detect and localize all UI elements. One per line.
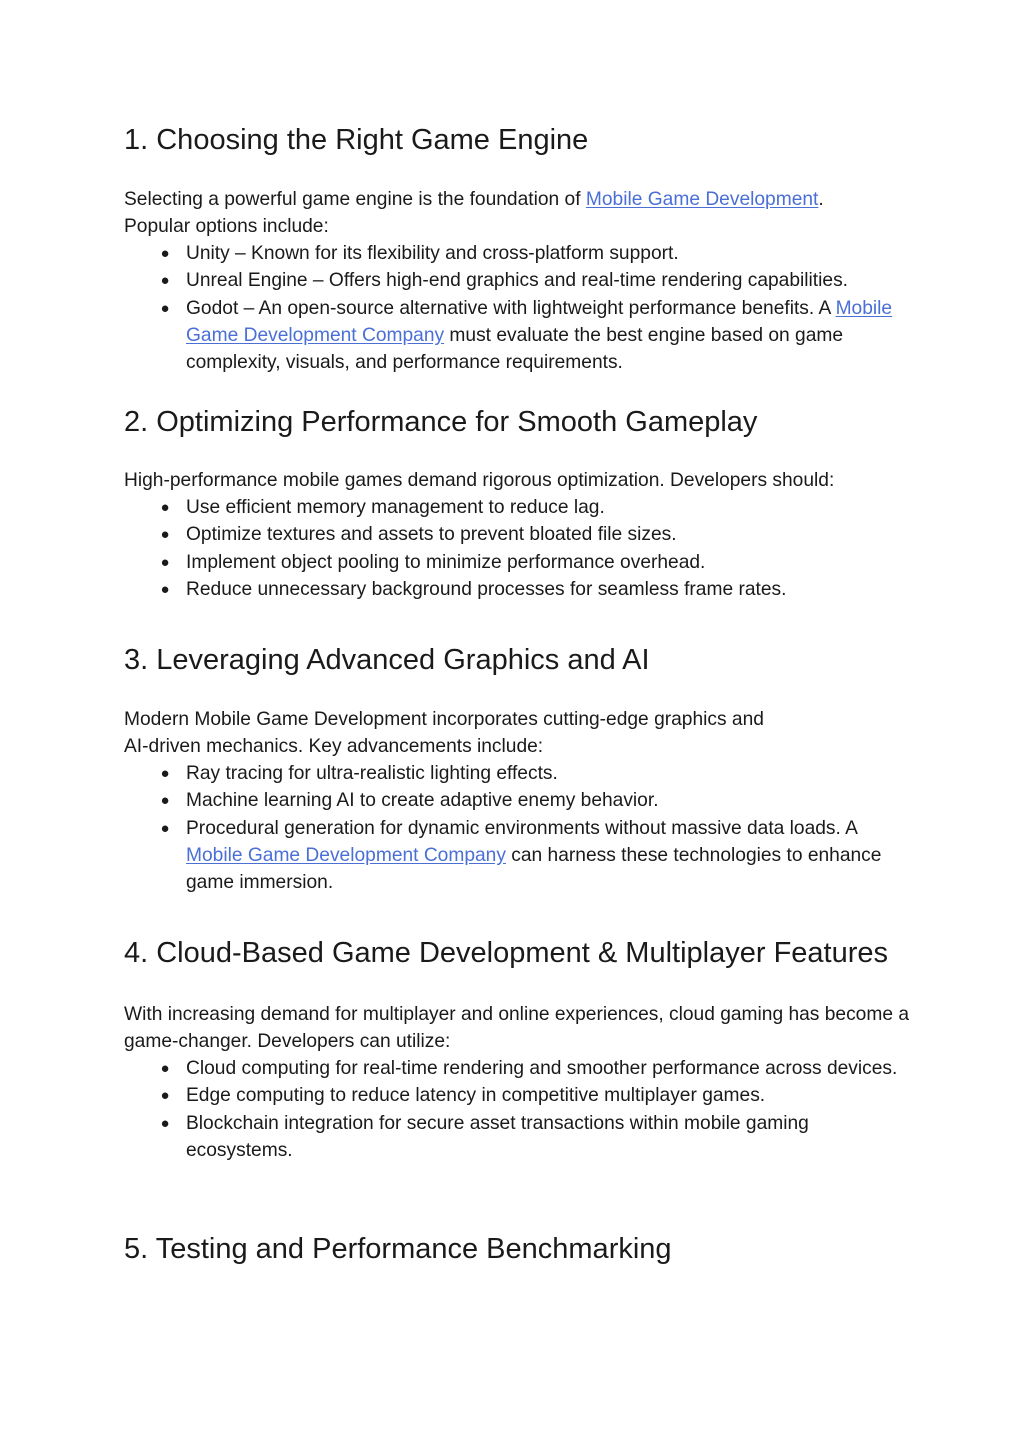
list-item-text: Unreal Engine – Offers high-end graphics and real-time rendering capabilities. — [186, 270, 848, 292]
list-item — [124, 267, 914, 294]
list-item-text-cont: must evaluate the best engine based on game complexity, visuals, and performance requirements. — [186, 324, 844, 374]
bullet-icon: ● — [160, 792, 170, 810]
list-item-text-cont: can harness these technologies to enhance game immersion. — [186, 844, 882, 894]
list-item — [124, 576, 914, 603]
bullet-icon: ● — [160, 819, 170, 837]
section-4-list — [124, 1055, 914, 1164]
list-item-text: Unity – Known for its flexibility and cross-platform support. — [186, 243, 679, 264]
mobile-game-development-company-link[interactable]: Mobile Game Development Company — [186, 844, 506, 866]
bullet-icon: ● — [160, 553, 170, 571]
bullet-icon: ● — [160, 1060, 170, 1077]
list-item-text: Blockchain integration for secure asset transactions within mobile gaming ecosystems. — [186, 1112, 809, 1161]
list-item-text: Edge computing to reduce latency in competitive multiplayer games. — [186, 1085, 766, 1107]
bullet-icon: ● — [160, 272, 170, 290]
list-item — [124, 815, 914, 897]
section-1-intro — [124, 186, 914, 241]
list-item-text: Procedural generation for dynamic environments without massive data loads. A — [186, 817, 857, 839]
list-item — [124, 787, 914, 814]
section-1-intro-line2: Popular options include: — [124, 216, 329, 238]
section-4-intro: With increasing demand for multiplayer and online experiences, cloud gaming has become a game-changer. Developers can utilize: — [124, 1004, 909, 1053]
list-item — [124, 1110, 914, 1165]
list-item — [124, 494, 914, 521]
section-3-intro-line1: Modern Mobile Game Development incorporates cutting-edge graphics and — [124, 709, 764, 730]
section-1-intro-text: Selecting a powerful game engine is the foundation of — [124, 189, 586, 210]
mobile-game-development-link[interactable]: Mobile Game Development — [585, 189, 819, 210]
section-2-list — [124, 494, 914, 603]
section-1-heading: 1. Choosing the Right Game Engine — [124, 124, 589, 156]
section-5-heading: 5. Testing and Performance Benchmarking — [124, 1233, 672, 1265]
section-3-heading: 3. Leveraging Advanced Graphics and AI — [124, 644, 650, 676]
list-item — [124, 521, 914, 548]
bullet-icon: ● — [160, 526, 170, 544]
list-item — [124, 549, 914, 576]
list-item — [124, 295, 914, 377]
list-item-text: Optimize textures and assets to prevent bloated file sizes. — [186, 524, 677, 546]
bullet-icon: ● — [160, 299, 170, 317]
list-item — [124, 240, 914, 267]
section-4-heading: 4. Cloud-Based Game Development & Multiplayer Features — [124, 937, 889, 969]
section-3-intro — [124, 706, 914, 761]
list-item-text: Machine learning AI to create adaptive enemy behavior. — [186, 790, 659, 812]
list-item-text: Ray tracing for ultra-realistic lighting effects. — [186, 763, 558, 784]
section-3-list — [124, 760, 914, 896]
bullet-icon: ● — [160, 245, 170, 262]
list-item-text: Use efficient memory management to reduce lag. — [186, 497, 605, 518]
mobile-game-development-company-link[interactable]: Mobile Game Development Company — [186, 297, 893, 346]
list-item-text: Reduce unnecessary background processes for seamless frame rates. — [186, 578, 787, 600]
bullet-icon: ● — [160, 580, 170, 598]
section-1-list — [124, 240, 914, 376]
list-item-text: Cloud computing for real-time rendering and smoother performance across devices. — [186, 1058, 898, 1079]
list-item — [124, 1055, 914, 1082]
list-item — [124, 1082, 914, 1109]
list-item — [124, 760, 914, 787]
bullet-icon: ● — [160, 765, 170, 782]
section-2-intro: High-performance mobile games demand rigorous optimization. Developers should: — [124, 470, 835, 491]
bullet-icon: ● — [160, 1087, 170, 1105]
list-item-text: Implement object pooling to minimize performance overhead. — [186, 551, 706, 573]
section-1-intro-period: . — [818, 189, 824, 210]
list-item-text: Godot – An open-source alternative with lightweight performance benefits. A — [186, 297, 836, 319]
section-3-intro-line2: AI-driven mechanics. Key advancements include: — [124, 736, 544, 758]
bullet-icon: ● — [160, 499, 170, 516]
bullet-icon: ● — [160, 1114, 170, 1132]
section-2-heading: 2. Optimizing Performance for Smooth Gameplay — [124, 406, 758, 438]
